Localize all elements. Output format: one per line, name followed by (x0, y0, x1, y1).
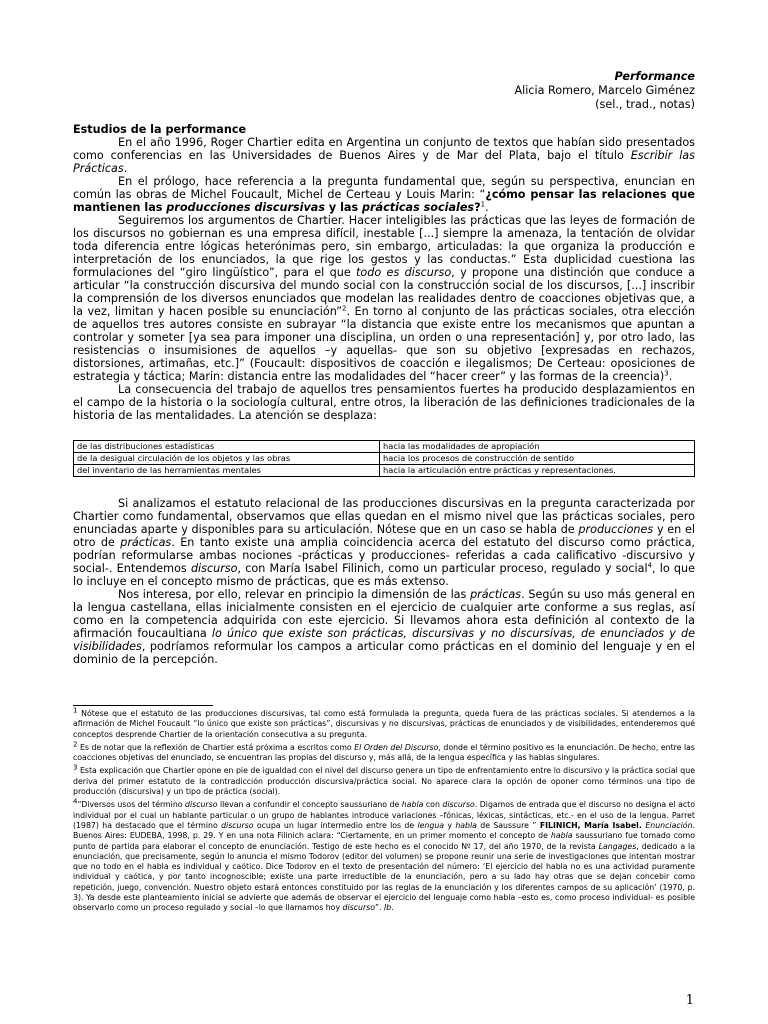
table-row (74, 465, 695, 477)
footnote-ref-2[interactable]: 2 (342, 304, 347, 313)
footnote-separator (73, 705, 213, 706)
paragraph-2: En el prólogo, hace referencia a la pregunta fundamental que, según su perspectiva, enuncian en común las obras de Michel Foucault, Michel de Certeau y Louis Marin: “¿cómo pensar las relaciones que mantienen las producciones discursivas y las prácticas sociales?$^1$. (73, 175, 695, 214)
table-cell: hacia los procesos de construcción de sentido (380, 453, 695, 465)
footnote-3: $^3$ Esta explicación que Chartier opone en pie de igualdad con el nivel del discurso genera un tipo de enfrentamiento entre lo discursivo y la práctica social que deriva del primer estatuto de la contradicción producción discursiva/práctica social. No aparece clara la opción de oponer como términos una tipo de producción (discursiva) y un tipo de práctica (social). (73, 763, 695, 797)
table-row (74, 441, 695, 453)
paragraph-4: La consecuencia del trabajo de aquellos tres pensamientos fuertes ha producido desplazamientos en el campo de la historia o la sociología cultural, entre otros, la liberación de las definiciones tradicionales de la historia de las mentalidades. La atención se desplaza: (73, 383, 695, 422)
table-cell: hacia la articulación entre prácticas y representaciones. (380, 465, 695, 477)
paragraph-6: Nos interesa, por ello, relevar en principio la dimensión de las prácticas. Según su uso más general en la lengua castellana, ellas inicialmente consisten en el ejercicio de cualquier arte conforme a sus reglas, así como en la competencia adquirida con este ejercicio. Si llevamos ahora esta definición al contexto de la afirmación foucaultiana lo único que existe son prácticas, discursivas y no discursivas, de enunciados y de visibilidades, podríamos reformular los campos a articular como prácticas en el dominio del lenguaje y en el dominio de la percepción. (73, 588, 695, 666)
table-cell: de la desigual circulación de los objetos y las obras (74, 453, 380, 465)
section-heading: Estudios de la performance (73, 123, 247, 136)
footnote-4: $^4$“Diversos usos del término discurso llevan a confundir el concepto saussuriano de habla con discurso. Digamos de entrada que el discurso no designa el acto individual por el cual un hablante particular o un grupo de hablantes introduce variaciones –fónicas, léxicas, sintácticas, etc.- en el uso de la lengua. Parret (1987) ha destacado que el término discurso ocupa un lugar intermedio entre los de lengua y habla de Saussure ” FILINICH, María Isabel. Enunciación. Buenos Aires: EUDEBA, 1998, p. 29. Y en una nota Filinich aclara: “Ciertamente, en un primer momento el concepto de habla saussuriano fue tomado como punto de partida para elaborar el concepto de enunciación. Testigo de este hecho es el conocido Nº 17, del año 1970, de la revista Langages, dedicado a la enunciación, que precisamente, según lo anuncia el mismo Todorov (editor del volumen) se propone reunir una serie de investigaciones que intentan mostrar que no todo en el habla es individual y caótico. Dice Todorov en el texto de presentación del número: ‘El ejercicio del habla no es una actividad puramente individual y caótica, y por tanto incognoscible; existe una parte irreductible de la enunciación, pero a su lado hay otras que se dejan concebir como repetición, juego, convención. Nuestro objeto estará entonces constituido por las reglas de la enunciación y los diferentes campos de su aplicación’ (1970, p. 3). Ya desde este planteamiento inicial se advierte que además de observar el ejercicio del lenguaje como habla –esto es, como proceso individual- es posible observarlo como un proceso regulado y social –lo que llamamos hoy discurso”. Ib. (73, 797, 695, 913)
footnote-ref-4[interactable]: 4 (647, 561, 653, 570)
paragraph-1: En el año 1996, Roger Chartier edita en Argentina un conjunto de textos que habían sido presentados como conferencias en las Universidades de Buenos Aires y de Mar del Plata, bajo el título Escribir las Prácticas. (73, 136, 695, 175)
document-authors: Alicia Romero, Marcelo Giménez (514, 84, 695, 97)
table-cell: de las distribuciones estadísticas (74, 441, 380, 453)
paragraph-5: Si analizamos el estatuto relacional de las producciones discursivas en la pregunta caracterizada por Chartier como fundamental, observamos que ellas quedan en el mismo nivel que las prácticas sociales, pero enunciadas aparte y disponibles para su articulación. Nótese que en un caso se habla de producciones y en el otro de prácticas. En tanto existe una amplia coincidencia acerca del estatuto del discurso como práctica, podrían reformularse ambas nociones -prácticas y producciones- referidas a cada calificativo -discursivo y social-. Entendemos discurso, con María Isabel Filinich, como un particular proceso, regulado y social$^4$, lo que lo incluye en el concepto mismo de prácticas, que es más extenso. (73, 497, 695, 588)
footnote-2: $^2$ Es de notar que la reflexión de Chartier está próxima a escritos como El Orden del Discurso, donde el término positivo es la enunciación. De hecho, entre las coacciones objetivas del enunciado, se encuentran las propias del discurso y, más allá, de la lengua específica y las hablas singulares. (73, 740, 695, 763)
main-text (73, 123, 695, 666)
page-number: 1 (685, 993, 694, 1008)
footnote-ref-1[interactable]: 1 (480, 200, 486, 209)
document-header (514, 70, 695, 112)
table-row (74, 453, 695, 465)
footnote-1: $^1$ Nótese que el estatuto de las producciones discursivas, tal como está formulada la pregunta, queda fuera de las prácticas sociales. Si atendemos a la afirmación de Michel Foucault “lo único que existe son prácticas”, discursivas y no discursivas, prácticas de enunciados y de visibilidades, entenderemos qué conceptos desprende Chartier de la orientación consecutiva a su pregunta. (73, 706, 695, 739)
table-cell: del inventario de las herramientas mentales (74, 465, 380, 477)
table-cell: hacia las modalidades de apropiación (380, 441, 695, 453)
key-question: ¿cómo pensar las relaciones que mantienen las producciones discursivas y las prácticas sociales? (73, 188, 695, 214)
footnotes (73, 706, 695, 917)
displacement-table (73, 440, 695, 477)
document-edition-note: (sel., trad., notas) (595, 98, 695, 111)
document-title: Performance (614, 70, 695, 83)
footnote-ref-3[interactable]: 3 (664, 369, 669, 378)
paragraph-3: Seguiremos los argumentos de Chartier. Hacer inteligibles las prácticas que las leyes de formación de los discursos no gobiernan es una empresa difícil, inestable [...] siempre la amenaza, la tentación de olvidar toda diferencia entre lógicas heterónimas pero, sin embargo, articuladas: la que organiza la producción e interpretación de los enunciados, la que rige los gestos y las conductas.” Esta duplicidad cuestiona las formulaciones del “giro lingüístico”, para el que todo es discurso, y propone una distinción que conduce a articular “la construcción discursiva del mundo social con la construcción social de los discursos, [...] inscribir la comprensión de los diversos enunciados que modelan las realidades dentro de coacciones objetivas que, a la vez, limitan y hacen posible su enunciación”$^2$. En torno al conjunto de las prácticas sociales, otra elección de aquellos tres autores consiste en subrayar “la distancia que existe entre los mecanismos que apuntan a controlar y someter [ya sea para imponer una disciplina, un orden o una representación] y, por otro lado, las resistencias o insumisiones de aquellos –y aquellas- que son su objetivo [expresadas en rechazos, distorsiones, artimañas, etc.]” (Foucault: dispositivos de coacción e ilegalismos; De Certeau: oposiciones de estrategia y táctica; Marin: distancia entre las modalidades del “hacer creer” y las formas de la creencia)$^3$. (73, 214, 696, 383)
